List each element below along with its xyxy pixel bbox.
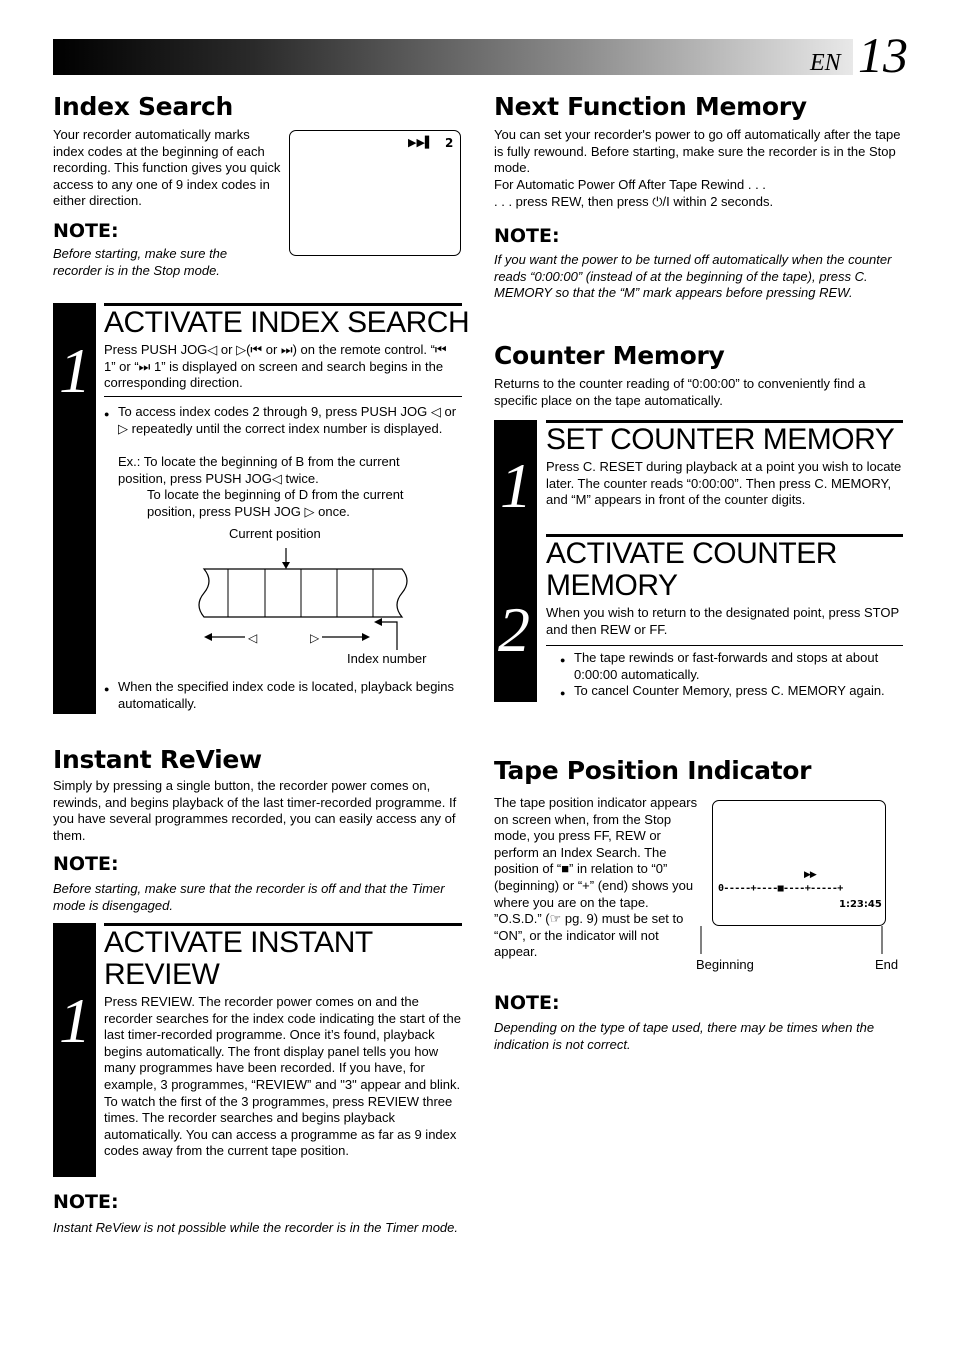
step-title-activate-instant-review: ACTIVATE INSTANT REVIEW <box>104 926 373 991</box>
tape-time-readout: 1:23:45 <box>839 899 882 910</box>
tape-position-note-text: Depending on the type of tape used, there may be times when the indication is not correct. <box>494 1020 875 1052</box>
svg-text:▷: ▷ <box>310 631 320 645</box>
step-bar-index-search <box>53 303 96 714</box>
step-number-2: 2 <box>498 594 530 665</box>
svg-text:◁: ◁ <box>248 631 258 645</box>
diagram-index-number-label: Index number <box>347 651 427 666</box>
instant-review-note-label: NOTE: <box>53 853 119 875</box>
step-divider <box>546 645 903 646</box>
next-function-note-text: If you want the power to be turned off automatically when the counter reads “0:00:00” (instead of at the beginning of the tape), press C. MEMORY so that the “M” mark appears before pressing REW. <box>494 252 892 301</box>
tape-position-note-label: NOTE: <box>494 992 560 1014</box>
counter-memory-title: Counter Memory <box>494 341 725 370</box>
counter-memory-bullets <box>560 650 917 700</box>
instant-review-note2-label: NOTE: <box>53 1191 119 1213</box>
screen-leader-lines <box>695 926 905 958</box>
next-function-intro: You can set your recorder's power to go off automatically after the tape is fully rewound. Before starting, make sure the recorder is in the Stop mode. <box>494 127 901 176</box>
tape-position-intro: The tape position indicator appears on screen when, from the Stop mode, you press FF, REW or perform an Index Search. The position of “■” in relation to “0” (beginning) or “+” (end) shows you where you are on the tape. ”O.S.D.” (☞ pg. 9) must be set to “ON”, or the indicator will not appear. <box>494 795 698 960</box>
next-function-line2: For Automatic Power Off After Tape Rewind . . . <box>494 177 766 192</box>
step-bar-instant-review <box>53 923 96 1177</box>
next-function-line3: . . . press REW, then press ⏻/I within 2 seconds. <box>494 194 774 209</box>
step-title-activate-index-search: ACTIVATE INDEX SEARCH <box>104 306 470 339</box>
step-text-activate-counter-memory: When you wish to return to the designated point, press STOP and then REW or FF. <box>546 605 899 637</box>
tape-position-screen <box>712 800 886 926</box>
step-bar-counter-memory <box>494 420 537 702</box>
step-divider <box>104 396 462 397</box>
header-gradient-bar <box>53 39 853 75</box>
page-number: 13 <box>858 27 908 83</box>
diagram-current-position-label: Current position <box>229 526 321 541</box>
index-search-bullets-2 <box>104 679 468 712</box>
instant-review-title: Instant ReView <box>53 745 262 774</box>
step-text-index-search: Press PUSH JOG◁ or ▷(⏮ or ⏭) on the remote control. “⏮ 1” or “⏭ 1” is displayed on screen and search begins in the corresponding direction. <box>104 342 447 391</box>
step-text-set-counter-memory: Press C. RESET during playback at a point you wish to locate later. The counter reads “0:00:00”. Then press C. MEMORY, and “M” appears in front of the counter digits. <box>546 459 902 508</box>
bullet-index-codes: ● To access index codes 2 through 9, press PUSH JOG ◁ or ▷ repeatedly until the correct index number is displayed. <box>118 404 460 437</box>
index-search-note-label: NOTE: <box>53 220 119 242</box>
instant-review-intro: Simply by pressing a single button, the recorder power comes on, rewinds, and begins playback of the last timer-recorded programme. If you have several programmes recorded, you can easily access any of them. <box>53 778 457 843</box>
instant-review-note-text: Before starting, make sure that the recorder is off and that the Timer mode is disengaged. <box>53 881 445 913</box>
step-number-1: 1 <box>500 450 532 521</box>
step-title-activate-counter-memory: ACTIVATE COUNTER MEMORY <box>546 537 837 602</box>
label-end: End <box>875 957 899 972</box>
step-number: 1 <box>59 985 91 1056</box>
label-beginning: Beginning <box>696 957 754 972</box>
tape-position-bar: 0-----+----■----+-----+ <box>718 883 843 894</box>
tape-position-title: Tape Position Indicator <box>494 756 812 785</box>
example-2: To locate the beginning of D from the current position, press PUSH JOG ▷ once. <box>147 487 404 519</box>
next-function-note-label: NOTE: <box>494 225 560 247</box>
fast-forward-icon: ▶▶ <box>804 870 816 880</box>
index-search-title: Index Search <box>53 92 233 121</box>
index-screen-number: 2 <box>445 136 454 150</box>
step-title-set-counter-memory: SET COUNTER MEMORY <box>546 423 895 456</box>
next-function-title: Next Function Memory <box>494 92 807 121</box>
instant-review-note2-text: Instant ReView is not possible while the recorder is in the Timer mode. <box>53 1220 458 1235</box>
bullet-rewind: ● The tape rewinds or fast-forwards and stops at about 0:00:00 automatically. <box>574 650 917 683</box>
index-search-bullets <box>104 404 460 437</box>
skip-forward-icon: ▶▶▌ <box>408 136 434 149</box>
index-search-note-text: Before starting, make sure the recorder is in the Stop mode. <box>53 246 228 278</box>
step-number: 1 <box>59 335 91 406</box>
counter-memory-intro: Returns to the counter reading of “0:00:00” to conveniently find a specific place on the tape automatically. <box>494 376 866 408</box>
index-screen-illustration <box>289 130 461 256</box>
bullet-cancel: ● To cancel Counter Memory, press C. MEMORY again. <box>574 683 917 700</box>
step-text-instant-review: Press REVIEW. The recorder power comes on and the recorder searches for the index code indicating the start of the last timer-recorded programme. Once it’s found, playback begins automatically. The front display panel tells you how many programmes have been recorded. If you have, for example, 3 programmes, “REVIEW” and "3" appear and blink. To watch the first of the 3 programmes, press REVIEW three times. The recorder searches and begins playback automatically. You can access a programme as far as 9 index codes away from the current tape position. <box>104 994 461 1159</box>
language-label: EN <box>810 50 841 76</box>
index-search-intro: Your recorder automatically marks index codes at the beginning of each recording. This function gives you quick access to any one of 9 index codes in either direction. <box>53 127 281 209</box>
bullet-playback: ● When the specified index code is located, playback begins automatically. <box>118 679 468 712</box>
example-1: Ex.: To locate the beginning of B from the current position, press PUSH JOG◁ twice. <box>118 454 400 486</box>
